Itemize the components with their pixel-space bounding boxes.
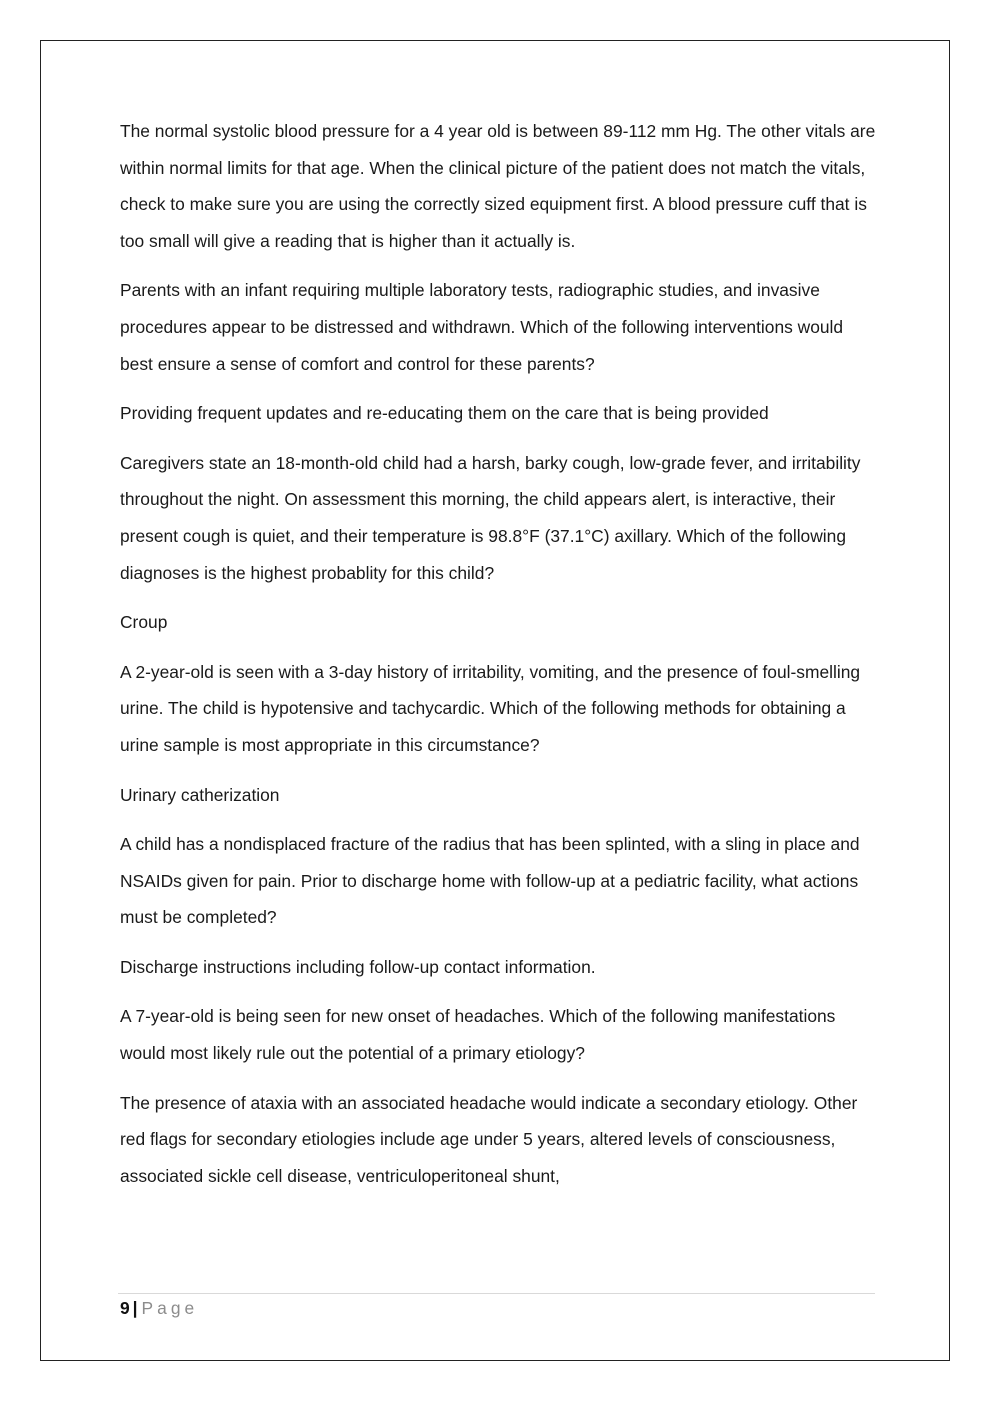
paragraph-answer-croup: Croup bbox=[120, 612, 168, 633]
page-number: 9 bbox=[120, 1298, 130, 1318]
paragraph-question-barky-cough: Caregivers state an 18-month-old child had a harsh, barky cough, low-grade fever, and irritability throughout the night. On assessment this morning, the child appears alert, is interactive, their present cough is quiet, and their temperature is 98.8°F (37.1°C) axillary. Which of the following diagnoses is the highest probablity for this child? bbox=[120, 452, 861, 583]
paragraph-answer-discharge-instructions: Discharge instructions including follow-up contact information. bbox=[120, 956, 596, 977]
footer-separator: | bbox=[132, 1298, 138, 1318]
page-footer bbox=[120, 1296, 198, 1320]
footer-divider bbox=[118, 1293, 875, 1294]
paragraph-question-urine-sample: A 2-year-old is seen with a 3-day history of irritability, vomiting, and the presence of foul-smelling urine. The child is hypotensive and tachycardic. Which of the following methods for obtaining a urine sample is most appropriate in this circumstance? bbox=[120, 661, 861, 755]
paragraph-answer-ataxia-secondary-etiology: The presence of ataxia with an associated headache would indicate a secondary etiology. Other red flags for secondary etiologies include age under 5 years, altered levels of consciousness, associated sickle cell disease, ventriculoperitoneal shunt, bbox=[120, 1092, 858, 1186]
paragraph-question-radius-fracture: A child has a nondisplaced fracture of the radius that has been splinted, with a sling in place and NSAIDs given for pain. Prior to discharge home with follow-up at a pediatric facility, what actions must be completed? bbox=[120, 834, 860, 928]
paragraph-answer-frequent-updates: Providing frequent updates and re-educating them on the care that is being provided bbox=[120, 403, 769, 424]
paragraph-answer-urinary-catheterization: Urinary catherization bbox=[120, 784, 280, 805]
paragraph-blood-pressure-explanation: The normal systolic blood pressure for a 4 year old is between 89-112 mm Hg. The other vitals are within normal limits for that age. When the clinical picture of the patient does not match the vitals, check to make sure you are using the correctly sized equipment first. A blood pressure cuff that is too small will give a reading that is higher than it actually is. bbox=[120, 121, 876, 251]
document-body bbox=[120, 113, 876, 1207]
paragraph-question-parents-comfort: Parents with an infant requiring multiple laboratory tests, radiographic studies, and invasive procedures appear to be distressed and withdrawn. Which of the following interventions would best ensure a sense of comfort and control for these parents? bbox=[120, 280, 844, 374]
paragraph-question-headaches: A 7-year-old is being seen for new onset of headaches. Which of the following manifestations would most likely rule out the potential of a primary etiology? bbox=[120, 1006, 836, 1064]
page-label: Page bbox=[141, 1298, 199, 1318]
